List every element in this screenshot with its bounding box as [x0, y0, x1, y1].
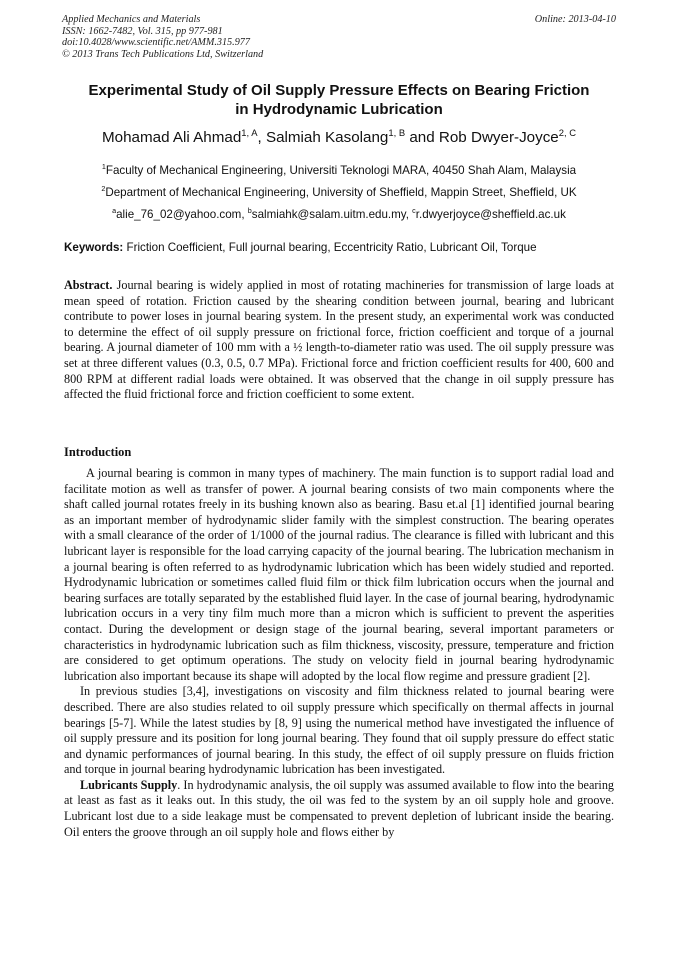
affiliation-2 [20, 186, 658, 200]
email-mark: b [247, 206, 252, 216]
online-date: Online: 2013-04-10 [534, 14, 616, 25]
abstract [64, 278, 614, 403]
author-affil-mark: 1, B [388, 126, 406, 138]
keywords-text: Friction Coefficient, Full journal bearing, Eccentricity Ratio, Lubricant Oil, Torque [123, 241, 537, 254]
affiliation-mark: 1 [101, 162, 106, 172]
author-list [20, 128, 658, 148]
email-link[interactable]: alie_76_02@yahoo.com, [116, 208, 248, 221]
journal-doi: doi:10.4028/www.scientific.net/AMM.315.977 [62, 37, 250, 49]
author-emails [20, 208, 658, 222]
paragraph-run-in-heading: Lubricants Supply [80, 777, 178, 792]
journal-copyright: © 2013 Trans Tech Publications Ltd, Switzerland [62, 48, 264, 60]
affiliation-text: Department of Mechanical Engineering, University of Sheffield, Mappin Street, Sheffield, UK [105, 186, 577, 199]
journal-name: Applied Mechanics and Materials [62, 14, 201, 25]
title-line-1: Experimental Study of Oil Supply Pressure Effects on Bearing Friction [88, 82, 590, 99]
abstract-label: Abstract. [64, 278, 113, 292]
affiliation-text: Faculty of Mechanical Engineering, Universiti Teknologi MARA, 40450 Shah Alam, Malaysia [105, 164, 577, 177]
title-line-2: in Hydrodynamic Lubrication [235, 101, 443, 118]
email-link[interactable]: r.dwyerjoyce@sheffield.ac.uk [415, 208, 566, 221]
author-name: Rob Dwyer-Joyce [438, 129, 559, 146]
paper-title [40, 81, 638, 119]
author-name: Mohamad Ali Ahmad [101, 129, 242, 146]
journal-issn: ISSN: 1662-7482, Vol. 315, pp 977-981 [62, 25, 223, 37]
introduction-body [64, 466, 614, 840]
email-mark: c [412, 206, 416, 216]
author-separator: , [257, 129, 266, 146]
keywords [64, 241, 616, 255]
author-affil-mark: 1, A [241, 126, 258, 138]
paragraph: In previous studies [3,4], investigations on viscosity and film thickness related to journal bearing were described. There are also studies related to oil supply pressure which specifically on thermal affects in journal bearings [5-7]. While the latest studies by [8, 9] using the numerical method have investigated the influence of oil supply pressure and its position for long journal bearing. They found that oil supply pressure do effect static and dynamic performances of journal bearing. In this study, the effect of oil supply pressure on fluids friction and torque in journal bearing hydrodynamic lubrication has been investigated. [64, 684, 614, 777]
paragraph-lubricants-supply [64, 778, 614, 840]
author-name: Salmiah Kasolang [265, 129, 389, 146]
paragraph-text: . In hydrodynamic analysis, the oil supply was assumed available to flow into the bearing at least as fast as it leaks out. In this study, the oil was fed to the system by an oil supply hole and groove. Lubricant lost due to a side leakage must be compensated to prevent depletion of lubricant inside the bearing. Oil enters the groove through an oil supply hole and flows either by [64, 777, 615, 839]
abstract-text: Journal bearing is widely applied in most of rotating machineries for transmission of large loads at mean speed of rotation. Friction caused by the shearing condition between journal, bearing and lubricant contribute to power loses in journal bearing system. In the present study, an experimental work was conducted to determine the effect of oil supply pressure on frictional force, friction coefficient and torque of a journal bearing. A journal diameter of 100 mm with a ½ length-to-diameter ratio was used. The oil supply pressure was set at three different values (0.3, 0.5, 0.7 MPa). Frictional force and friction coefficient results for 400, 600 and 800 RPM at different radial loads were obtained. It was observed that the change in oil supply pressure has affected the fluid frictional force and friction coefficient to some extent. [64, 278, 614, 402]
keywords-label: Keywords: [64, 241, 124, 254]
affiliation-mark: 2 [101, 184, 106, 194]
affiliation-1 [20, 164, 658, 178]
section-heading-introduction: Introduction [64, 445, 132, 459]
author-separator: and [405, 129, 439, 146]
paragraph: A journal bearing is common in many types of machinery. The main function is to support radial load and facilitate motion as well as transfer of power. A journal bearing consists of two main components where the shaft called journal rotates freely in its bushing known also as bearing. Basu et.al [1] identified journal bearing as an important member of hydrodynamic slider family with the simplest construction. The bearing operates with a small clearance of the order of 1/1000 of the journal radius. The clearance is filled with lubricant and this lubricant layer is responsible for the load carrying capacity of the journal bearing. The lubrication mechanism in a journal bearing is often referred to as hydrodynamic lubrication which has been widely studied and reported. Hydrodynamic lubrication or sometimes called fluid film or thick film lubrication occurs when the journal and bearing surfaces are totally separated by the established fluid layer. In the case of journal bearing, hydrodynamic lubrication occurs in a very tiny film much more than a micron which is sufficient to prevent the asperities contact. During the development or design stage of the journal bearing, several important parameters or characteristics in hydrodynamic lubrication such as film thickness, viscosity, pressure, temperature and friction are considered to get optimum operations. The study on velocity field in journal bearing hydrodynamic lubrication also important because its shape will adopted by the local flow regime and pressure gradient [2]. [64, 466, 614, 683]
email-mark: a [112, 206, 117, 216]
journal-header [62, 14, 616, 60]
email-link[interactable]: salmiahk@salam.uitm.edu.my, [251, 208, 413, 221]
author-affil-mark: 2, C [558, 126, 577, 138]
